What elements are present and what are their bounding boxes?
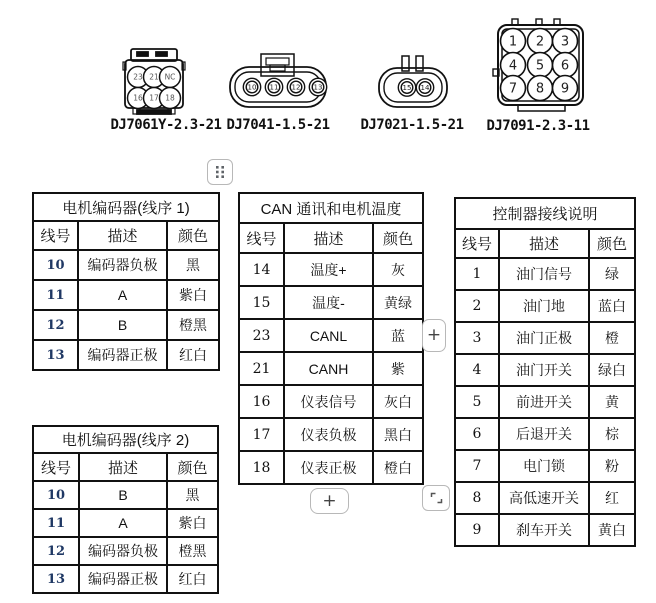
table-title: 电机编码器(线序 1)	[33, 193, 219, 221]
connector-label-dj7041: DJ7041-1.5-21	[226, 117, 330, 133]
pin-number: 9	[560, 81, 570, 97]
column-header-wire-no: 线号	[33, 221, 78, 250]
table-cell: 蓝白	[589, 290, 635, 322]
expand-corners-icon	[429, 491, 444, 505]
pin-number: 3	[560, 34, 570, 50]
table-cell: 绿白	[589, 354, 635, 386]
column-header-wire-no: 线号	[239, 223, 284, 253]
pin-number: 21	[149, 72, 159, 82]
table-row	[33, 481, 218, 509]
table-cell: 9	[455, 514, 499, 546]
table-cell: 温度-	[284, 286, 373, 319]
pin-number: 11	[269, 83, 279, 92]
column-header-wire-no: 线号	[455, 229, 499, 258]
column-header-description: 描述	[78, 221, 167, 250]
table-row	[239, 286, 423, 319]
table-cell: 紫白	[167, 280, 219, 310]
table-cell: 3	[455, 322, 499, 354]
pin-number: 10	[247, 83, 257, 92]
table-cell: 15	[239, 286, 284, 319]
table-cell: 6	[455, 418, 499, 450]
table-motor-encoder-seq2[interactable]	[32, 425, 219, 594]
table-row	[239, 418, 423, 451]
table-cell: 紫白	[167, 509, 218, 537]
pin-number: 4	[508, 58, 518, 74]
column-header-description: 描述	[284, 223, 373, 253]
connector-label-dj7021: DJ7021-1.5-21	[360, 117, 464, 133]
drag-handle-button[interactable]	[207, 159, 233, 185]
resize-button[interactable]	[422, 485, 450, 511]
table-cell: 橙黑	[167, 537, 218, 565]
table-cell: 10	[33, 481, 79, 509]
table-cell: 17	[239, 418, 284, 451]
table-cell: 红白	[167, 565, 218, 593]
table-cell: 油门正极	[499, 322, 589, 354]
table-row	[455, 258, 635, 290]
table-cell: A	[78, 280, 167, 310]
table-cell: 蓝	[373, 319, 423, 352]
pin-number: 13	[313, 83, 323, 92]
add-shape-right-button[interactable]	[422, 319, 446, 352]
table-cell: 温度+	[284, 253, 373, 286]
table-row	[455, 386, 635, 418]
table-row	[455, 450, 635, 482]
table-cell: 仪表信号	[284, 385, 373, 418]
table-motor-encoder-seq1[interactable]	[32, 192, 220, 371]
table-row	[455, 418, 635, 450]
table-cell: 编码器负极	[79, 537, 167, 565]
table-row	[455, 514, 635, 546]
table-cell: 高低速开关	[499, 482, 589, 514]
plus-icon: +	[322, 490, 337, 511]
table-cell: 仪表负极	[284, 418, 373, 451]
table-row	[239, 352, 423, 385]
column-header-description: 描述	[79, 453, 167, 481]
pin-number: 14	[420, 84, 430, 92]
table-row	[33, 565, 218, 593]
pin-number: 18	[165, 93, 175, 103]
table-cell: 棕	[589, 418, 635, 450]
table-row	[33, 340, 219, 370]
table-cell: 13	[33, 565, 79, 593]
table-cell: 13	[33, 340, 78, 370]
column-header-wire-no: 线号	[33, 453, 79, 481]
table-row	[239, 451, 423, 484]
table-cell: 14	[239, 253, 284, 286]
add-shape-bottom-button[interactable]	[310, 488, 349, 514]
table-cell: 10	[33, 250, 78, 280]
table-title: 电机编码器(线序 2)	[33, 426, 218, 453]
table-cell: 黄绿	[373, 286, 423, 319]
table-cell: 2	[455, 290, 499, 322]
table-cell: 1	[455, 258, 499, 290]
table-cell: 4	[455, 354, 499, 386]
column-header-color: 颜色	[167, 221, 219, 250]
table-row	[239, 385, 423, 418]
table-cell: 粉	[589, 450, 635, 482]
table-row	[455, 482, 635, 514]
table-row	[33, 310, 219, 340]
pin-number: 16	[133, 93, 143, 103]
table-cell: 橙白	[373, 451, 423, 484]
table-cell: 12	[33, 310, 78, 340]
table-cell: B	[78, 310, 167, 340]
table-cell: 黑	[167, 250, 219, 280]
table-cell: 16	[239, 385, 284, 418]
table-cell: 油门信号	[499, 258, 589, 290]
table-cell: 绿	[589, 258, 635, 290]
table-row	[33, 509, 218, 537]
table-cell: 紫	[373, 352, 423, 385]
connector-drawing-dj7021	[377, 55, 449, 109]
table-cell: 仪表正极	[284, 451, 373, 484]
pin-number: 2	[535, 34, 545, 50]
column-header-color: 颜色	[167, 453, 218, 481]
table-cell: 橙	[589, 322, 635, 354]
connector-label-dj7061y: DJ7061Y-2.3-21	[110, 117, 222, 133]
pin-number: 7	[508, 81, 518, 97]
table-row	[33, 280, 219, 310]
connector-drawing-dj7091	[492, 14, 586, 116]
table-cell: 编码器负极	[78, 250, 167, 280]
table-can-motor-temp[interactable]	[238, 192, 424, 485]
plus-icon: +	[426, 325, 442, 345]
table-cell: 18	[239, 451, 284, 484]
connector-drawing-dj7061y	[122, 46, 186, 116]
table-title: CAN 通讯和电机温度	[239, 193, 423, 223]
table-title: 控制器接线说明	[455, 198, 635, 229]
table-cell: 红	[589, 482, 635, 514]
connector-drawing-dj7041	[228, 53, 328, 109]
table-row	[455, 290, 635, 322]
table-cell: 23	[239, 319, 284, 352]
table-cell: 8	[455, 482, 499, 514]
pin-number: 12	[291, 83, 301, 92]
pin-number: 15	[402, 84, 412, 92]
table-cell: 黄白	[589, 514, 635, 546]
table-cell: 橙黑	[167, 310, 219, 340]
table-cell: 灰白	[373, 385, 423, 418]
table-cell: 11	[33, 280, 78, 310]
table-cell: 前进开关	[499, 386, 589, 418]
table-cell: B	[79, 481, 167, 509]
table-row	[33, 537, 218, 565]
table-cell: 黄	[589, 386, 635, 418]
table-cell: CANH	[284, 352, 373, 385]
table-row	[239, 319, 423, 352]
table-cell: 11	[33, 509, 79, 537]
table-cell: 后退开关	[499, 418, 589, 450]
table-cell: 7	[455, 450, 499, 482]
table-row	[455, 354, 635, 386]
table-cell: CANL	[284, 319, 373, 352]
column-header-color: 颜色	[373, 223, 423, 253]
table-cell: 编码器正极	[78, 340, 167, 370]
table-row	[455, 322, 635, 354]
table-row	[239, 253, 423, 286]
table-cell: 红白	[167, 340, 219, 370]
table-cell: 黑	[167, 481, 218, 509]
pin-number: 1	[508, 34, 518, 50]
column-header-color: 颜色	[589, 229, 635, 258]
pin-number: 6	[560, 58, 570, 74]
table-row	[33, 250, 219, 280]
grid-dots-icon	[214, 164, 226, 180]
table-cell: 电门锁	[499, 450, 589, 482]
pin-number: 23	[133, 72, 143, 82]
table-cell: A	[79, 509, 167, 537]
column-header-description: 描述	[499, 229, 589, 258]
pin-number: NC	[164, 72, 176, 82]
table-cell: 刹车开关	[499, 514, 589, 546]
table-cell: 编码器正极	[79, 565, 167, 593]
table-cell: 油门地	[499, 290, 589, 322]
pin-number: 8	[535, 81, 545, 97]
pin-number: 17	[149, 93, 159, 103]
table-cell: 灰	[373, 253, 423, 286]
connector-label-dj7091: DJ7091-2.3-11	[486, 118, 590, 134]
table-cell: 21	[239, 352, 284, 385]
pin-number: 5	[535, 58, 545, 74]
table-cell: 黑白	[373, 418, 423, 451]
table-cell: 12	[33, 537, 79, 565]
table-controller-wiring[interactable]	[454, 197, 636, 547]
table-cell: 5	[455, 386, 499, 418]
table-cell: 油门开关	[499, 354, 589, 386]
